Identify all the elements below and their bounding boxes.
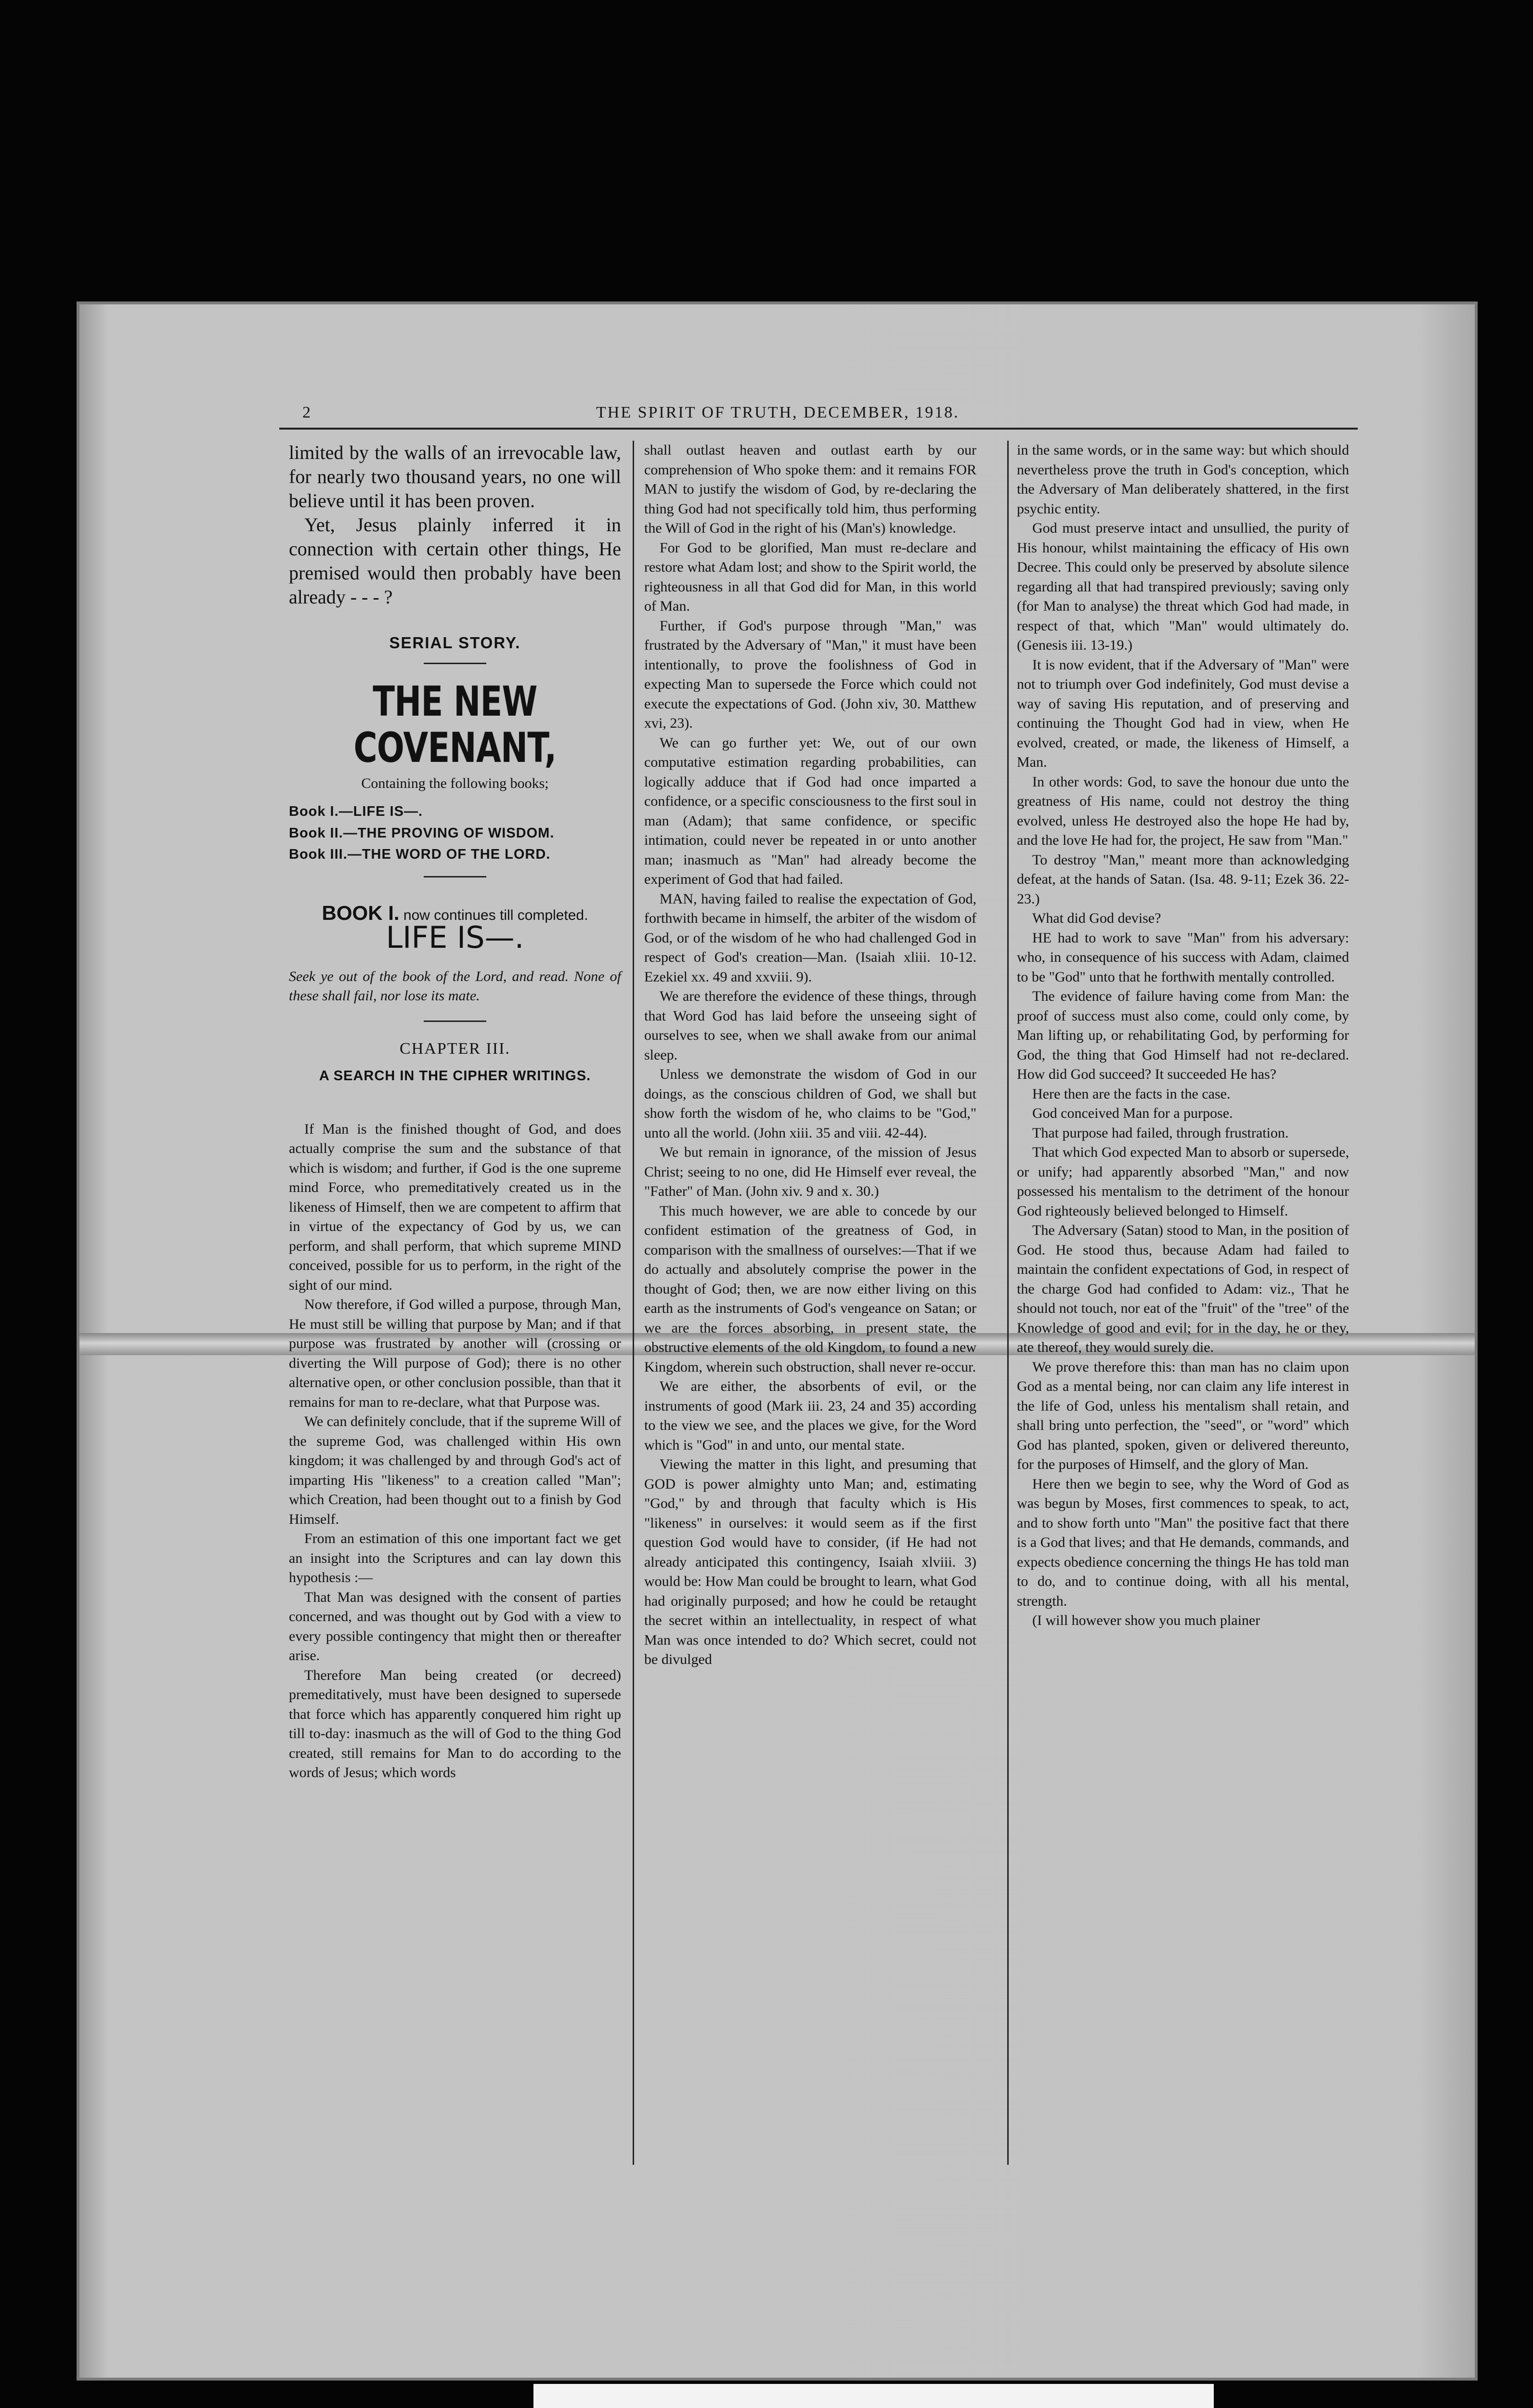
paragraph: In other words: God, to save the honour due unto the greatness of His name, could not destroy the thing evolved, unless He destroyed also the hope He had by, and the love He had for, the project, He saw from "Man."	[1017, 773, 1349, 848]
paragraph: Further, if God's purpose through "Man," was frustrated by the Adversary of "Man," it must have been intentionally, to prove the foolishness of God in expecting Man to supersede the Force which could not execute the expectations of God. (John xiv, 30. Matthew xvi, 23).	[644, 617, 976, 731]
masthead-title: THE SPIRIT OF TRUTH, DECEMBER, 1918.	[596, 404, 960, 421]
paragraph: We but remain in ignorance, of the mission of Jesus Christ; seeing to no one, did He Himself ever reveal, the "Father" of Man. (John xiv. 9 and x. 30.)	[644, 1144, 976, 1199]
book-list	[289, 802, 621, 864]
paragraph: Therefore Man being created (or decreed) premeditatively, must have been designed to supersede that force which has apparently conquered him right up till to-day: inasmuch as the will of God to the thing God created, still remains for Man to do according to the words of Jesus; which words	[289, 1667, 621, 1780]
paragraph: We are therefore the evidence of these things, through that Word God has laid before the unseeing sight of ourselves to see, when we shall awake from our animal sleep.	[644, 988, 976, 1063]
paragraph: Here then are the facts in the case.	[1032, 1086, 1231, 1102]
column-3	[1017, 441, 1349, 1631]
section-rule	[424, 876, 486, 877]
paragraph: (I will however show you much plainer	[1032, 1612, 1260, 1628]
book-list-item: Book I.—LIFE IS—.	[289, 804, 423, 819]
paragraph: We can go further yet: We, out of our own computative estimation regarding probabilities, can logically adduce that if God had once imparted a confidence, or a specific consciousness to the first soul in man (Adam); that same confidence, or specific intimation, could never be repeated in or unto another man; inasmuch as "Man" had already become the experiment of God that had failed.	[644, 734, 976, 887]
paragraph: We prove therefore this: than man has no claim upon God as a mental being, nor can claim any life interest in the life of God, unless his mentalism shall retain, and shall bring unto perfection, the "seed", or "word" which God has planted, spoken, given or delivered thereunto, for the purposes of Himself, and the glory of Man.	[1017, 1359, 1349, 1472]
paragraph: God must preserve intact and unsullied, the purity of His honour, whilst maintaining the efficacy of His own Decree. This could only be preserved by absolute silence regarding all that had transpired previously; saving only (for Man to analyse) the threat which God had made, in respect of that, which "Man" would ultimately do. (Genesis iii. 13-19.)	[1017, 520, 1349, 653]
paragraph: Unless we demonstrate the wisdom of God in our doings, as the conscious children of God, we shall but show forth the wisdom of he, who claims to be "God," unto all the world. (John xiii. 35 and viii. 42-44).	[644, 1066, 976, 1141]
paragraph: The Adversary (Satan) stood to Man, in the position of God. He stood thus, because Adam had failed to maintain the confident expectations of God, in respect of the charge God had confided to Adam: viz., That he should not touch, nor eat of the "fruit" of the "tree" of the Knowledge of good and evil; for in the day, he or they, ate thereof, they would surely die.	[1017, 1222, 1349, 1355]
paragraph: For God to be glorified, Man must re-declare and restore what Adam lost; and show to the Spirit world, the righteousness in all that God did for Man, in this world of Man.	[644, 539, 976, 614]
paragraph: Now therefore, if God willed a purpose, through Man, He must still be willing that purpose by Man; and if that purpose was frustrated by another will (crossing or diverting the Will purpose of God); there is no other alternative open, or other conclusion possible, than that it remains for man to re-declare, what that Purpose was.	[289, 1296, 621, 1410]
paragraph: We are either, the absorbents of evil, or the instruments of good (Mark iii. 23, 24 and 35) according to the view we see, and the places we give, for the Word which is "God" in and unto, our mental state.	[644, 1378, 976, 1453]
story-title: THE NEW COVENANT,	[353, 677, 557, 772]
section-rule	[424, 663, 486, 664]
book-list-item: Book III.—THE WORD OF THE LORD.	[289, 847, 551, 862]
paragraph: Yet, Jesus plainly inferred it in connection with certain other things, He premised would then probably have been already - - - ?	[289, 514, 621, 608]
book-continuation-text: now continues till completed.	[403, 907, 588, 923]
paragraph: This much however, we are able to concede by our confident estimation of the greatness of God, in comparison with the smallness of ourselves:—That if we do actually and absolutely comprise the power in the thought of God; then, we are now either living on this earth as the instruments of God's vengeance on Satan; or we are the forces absorbing, in present state, the obstructive elements of the old Kingdom, to found a new Kingdom, wherein such obstruction, shall never re-occur.	[644, 1203, 976, 1375]
header-rule	[279, 428, 1358, 430]
paragraph: That purpose had failed, through frustration.	[1032, 1125, 1289, 1141]
paragraph: If Man is the finished thought of God, and does actually comprise the sum and the substance of that which is wisdom; and further, if God is the one supreme mind Force, who premeditatively created us in the likeness of Himself, then we are competent to affirm that in virtue of the expectancy of God by us, we can perform, and shall perform, that which supreme MIND conceived, possible for us to perform, in the right of the sight of our mind.	[289, 1121, 621, 1293]
serial-story-heading: SERIAL STORY.	[389, 634, 521, 652]
section-rule	[424, 1021, 486, 1022]
book-title: LIFE IS—.	[386, 920, 524, 955]
paragraph: That which God expected Man to absorb or supersede, or unify; had apparently absorbed "Man," and now possessed his mentalism to the detriment of the honour God righteously believed belonged to Himself.	[1017, 1144, 1349, 1219]
book-label: BOOK I.	[322, 901, 400, 924]
paragraph: It is now evident, that if the Adversary of "Man" were not to triumph over God indefinitely, God must devise a way of saving His reputation, and of preserving and continuing the Thought God had in view, when He evolved, created, or made, the likeness of Himself, a Man.	[1017, 656, 1349, 770]
paragraph: Viewing the matter in this light, and presuming that GOD is power almighty unto Man; and, estimating "God," by and through that faculty which is His "likeness" in ourselves: it would seem as if the first question God would have to consider, (if He had not already anticipated this contingency, Isaiah xlviii. 3) would be: How Man could be brought to learn, what God had originally purposed; and how he could be retaught the secret within an intellectuality, in respect of what Man was once intended to do? Which secret, could not be divulged	[644, 1456, 976, 1667]
paragraph: limited by the walls of an irrevocable law, for nearly two thousand years, no one will believe until it has been proven.	[289, 442, 621, 511]
paragraph: in the same words, or in the same way: but which should nevertheless prove the truth in God's conception, which the Adversary of Man deliberately shattered, in the first psychic entity.	[1017, 442, 1349, 517]
column-1	[289, 441, 621, 1783]
reference-stamp	[533, 2384, 1214, 2408]
epigraph: Seek ye out of the book of the Lord, and read. None of these shall fail, nor lose its mate.	[289, 968, 621, 1004]
paragraph: From an estimation of this one important fact we get an insight into the Scriptures and can lay down this hypothesis :—	[289, 1531, 621, 1585]
paragraph: That Man was designed with the consent of parties concerned, and was thought out by God with a view to every possible contingency that might then or thereafter arise.	[289, 1589, 621, 1663]
paragraph: What did God devise?	[1032, 910, 1161, 926]
chapter-subtitle: A SEARCH IN THE CIPHER WRITINGS.	[319, 1068, 591, 1084]
paragraph: MAN, having failed to realise the expectation of God, forthwith became in himself, the arbiter of the wisdom of God, or of the wisdom of he who had challenged God in respect of God's creation—Man. (Isaiah xliii. 10-12. Ezekiel xx. 49 and xxviii. 9).	[644, 890, 976, 985]
paragraph: The evidence of failure having come from Man: the proof of success must also come, could only come, by Man lifting up, or rehabilitating God, by performing for God, the thing that God Himself had not re-declared. How did God succeed? It succeeded He has?	[1017, 988, 1349, 1082]
paragraph: We can definitely conclude, that if the supreme Will of the supreme God, was challenged within His own kingdom; it was challenged by and through God's act of imparting His "likeness" to a creation called "Man"; which Creation, had been thought out to a finish by God Himself.	[289, 1413, 621, 1527]
book-list-item: Book II.—THE PROVING OF WISDOM.	[289, 825, 555, 841]
column-divider	[633, 441, 634, 2165]
paragraph: HE had to work to save "Man" from his adversary: who, in consequence of his success with Adam, claimed to be "God" unto that he forthwith mentally controlled.	[1017, 929, 1349, 985]
paragraph: shall outlast heaven and outlast earth by our comprehension of Who spoke them: and it remains FOR MAN to justify the wisdom of God, by re-declaring the thing God had not specifically told him, thus performing the Will of God in the right of his (Man's) knowledge.	[644, 442, 976, 536]
paragraph: God conceived Man for a purpose.	[1032, 1105, 1233, 1121]
books-intro: Containing the following books;	[361, 775, 549, 791]
page-number: 2	[302, 404, 312, 421]
paragraph: Here then we begin to see, why the Word of God as was begun by Moses, first commences to speak, to act, and to show forth unto "Man" the positive fact that there is a God that lives; and that He demands, commands, and expects obedience concerning the things He has told man to do, and to continue doing, with all his mental, strength.	[1017, 1476, 1349, 1609]
column-2	[644, 441, 976, 1670]
paragraph: To destroy "Man," meant more than acknowledging defeat, at the hands of Satan. (Isa. 48. 9-11; Ezek 36. 22-23.)	[1017, 851, 1349, 907]
column-divider	[1007, 441, 1009, 2165]
chapter-heading: CHAPTER III.	[400, 1039, 510, 1058]
